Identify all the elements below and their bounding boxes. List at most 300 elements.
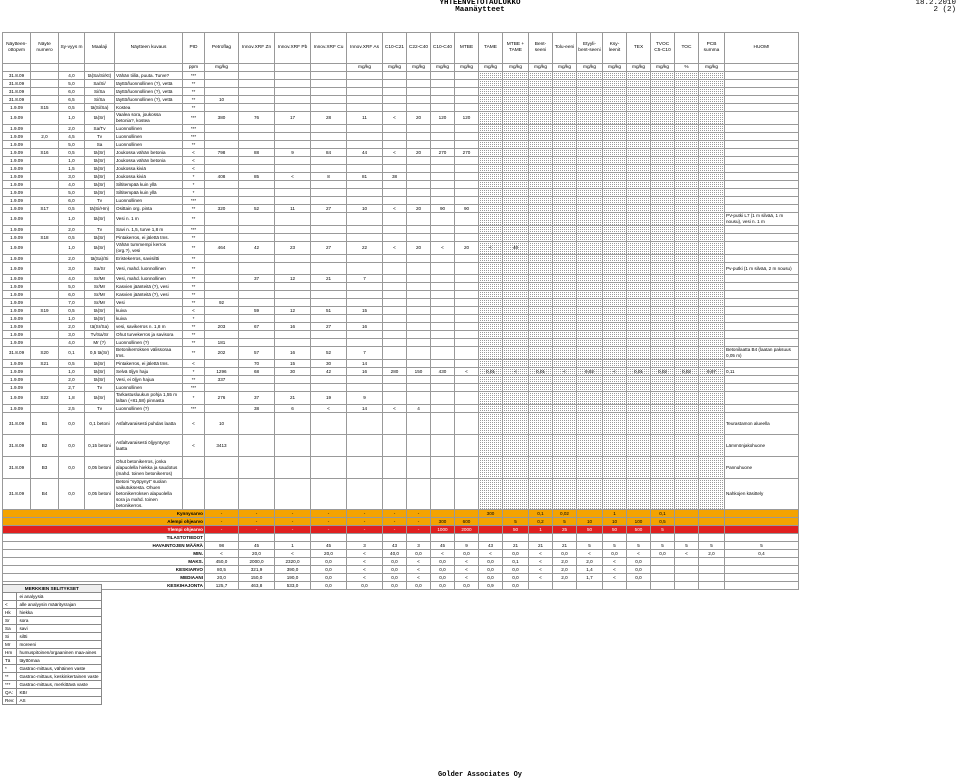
table-cell: [651, 291, 675, 299]
table-cell: ***: [183, 125, 205, 133]
summary-cell: -: [205, 518, 239, 526]
table-cell: [577, 226, 603, 234]
table-cell: 52: [311, 347, 347, 360]
table-cell: [503, 435, 529, 457]
table-cell: [431, 197, 455, 205]
summary-cell: [407, 534, 431, 542]
table-cell: [31, 368, 59, 376]
summary-cell: -: [347, 526, 383, 534]
table-cell: [407, 104, 431, 112]
table-cell: [431, 189, 455, 197]
table-cell: [725, 323, 799, 331]
table-cell: 27: [311, 205, 347, 213]
summary-cell: 5: [503, 518, 529, 526]
table-cell: [725, 331, 799, 339]
table-cell: **: [183, 275, 205, 283]
summary-cell: [725, 574, 799, 582]
table-cell: [503, 307, 529, 315]
table-cell: [675, 479, 699, 510]
table-cell: [553, 347, 577, 360]
legend-symbol: Sr: [3, 617, 17, 625]
summary-cell: <: [407, 558, 431, 566]
legend-item: [3, 625, 102, 633]
summary-cell: 5: [577, 542, 603, 550]
table-cell: [383, 457, 407, 479]
table-cell: [239, 72, 275, 80]
table-cell: 5,0: [59, 283, 85, 291]
summary-cell: 0,0: [431, 574, 455, 582]
table-cell: <: [383, 149, 407, 157]
table-cell: [479, 315, 503, 323]
legend-text: ei analyysiä: [17, 593, 101, 601]
table-cell: 1,0: [59, 213, 85, 226]
table-cell: [205, 457, 239, 479]
legend-text: täyttömaa: [17, 657, 101, 665]
table-cell: [675, 392, 699, 405]
table-cell: [529, 80, 553, 88]
table-cell: [431, 392, 455, 405]
table-cell: [275, 72, 311, 80]
summary-row: [3, 582, 799, 590]
table-cell: [503, 299, 529, 307]
table-cell: [699, 315, 725, 323]
summary-label: Ylempi ohjearvo: [3, 526, 205, 534]
table-cell: <: [183, 149, 205, 157]
table-cell: Kasvien jäänteitä (?), vesi: [115, 291, 183, 299]
table-cell: [455, 384, 479, 392]
table-row: [3, 413, 799, 435]
table-cell: [553, 384, 577, 392]
table-cell: [675, 72, 699, 80]
table-cell: 14: [347, 405, 383, 413]
table-cell: Vähän tiiliä, puuta. Turve?: [115, 72, 183, 80]
table-cell: [651, 189, 675, 197]
table-cell: [407, 291, 431, 299]
column-header: Maalaji: [85, 33, 115, 64]
table-cell: 38: [239, 405, 275, 413]
table-cell: 0,1 betoni: [85, 413, 115, 435]
table-cell: [407, 189, 431, 197]
table-cell: [651, 315, 675, 323]
table-cell: Vesi, ei öljyn hajua: [115, 376, 183, 384]
table-cell: 84: [311, 149, 347, 157]
table-cell: 1.9.09: [3, 291, 31, 299]
table-cell: [699, 291, 725, 299]
table-cell: [603, 331, 627, 339]
table-cell: [31, 213, 59, 226]
unit-header: mg/kg: [455, 64, 479, 72]
table-cell: [627, 479, 651, 510]
table-cell: 1.9.09: [3, 104, 31, 112]
table-cell: <: [479, 242, 503, 255]
table-cell: [725, 189, 799, 197]
table-cell: Luonnollinen: [115, 197, 183, 205]
table-cell: [627, 189, 651, 197]
table-cell: [627, 457, 651, 479]
table-cell: [239, 234, 275, 242]
table-cell: Vesi n. 1 m: [115, 213, 183, 226]
table-cell: 1.9.09: [3, 331, 31, 339]
table-cell: tä(Sr): [85, 376, 115, 384]
table-cell: [651, 72, 675, 80]
table-cell: [205, 360, 239, 368]
table-cell: 1.9.09: [3, 226, 31, 234]
table-cell: [699, 307, 725, 315]
table-cell: [431, 347, 455, 360]
legend-symbol: Hm: [3, 649, 17, 657]
table-cell: [699, 242, 725, 255]
table-cell: [627, 213, 651, 226]
column-header: MTBE: [455, 33, 479, 64]
summary-row: [3, 526, 799, 534]
table-cell: [577, 133, 603, 141]
summary-row: [3, 542, 799, 550]
doc-subtitle: Maanäytteet: [455, 6, 505, 14]
table-cell: 0,01: [627, 368, 651, 376]
table-cell: [553, 181, 577, 189]
summary-cell: 0,02: [553, 510, 577, 518]
summary-cell: 21: [503, 542, 529, 550]
unit-header: [85, 64, 115, 72]
table-cell: [603, 291, 627, 299]
table-cell: [675, 275, 699, 283]
table-cell: [455, 392, 479, 405]
table-cell: [407, 457, 431, 479]
summary-cell: -: [383, 518, 407, 526]
summary-cell: [675, 534, 699, 542]
table-cell: [529, 213, 553, 226]
table-cell: [553, 157, 577, 165]
table-cell: [725, 112, 799, 125]
table-cell: [529, 392, 553, 405]
table-cell: [479, 413, 503, 435]
table-cell: [577, 197, 603, 205]
table-cell: [503, 283, 529, 291]
summary-cell: <: [407, 566, 431, 574]
table-cell: B3: [31, 457, 59, 479]
table-cell: [383, 347, 407, 360]
table-cell: [725, 96, 799, 104]
summary-cell: 0,1: [503, 558, 529, 566]
table-cell: [311, 384, 347, 392]
summary-cell: 600: [455, 518, 479, 526]
table-cell: [431, 315, 455, 323]
table-cell: [529, 133, 553, 141]
summary-cell: 2000: [455, 526, 479, 534]
table-cell: [603, 299, 627, 307]
table-cell: [347, 435, 383, 457]
table-cell: *: [183, 173, 205, 181]
summary-cell: 0,0: [311, 558, 347, 566]
summary-cell: 2,0: [553, 574, 577, 582]
table-cell: 1.9.09: [3, 213, 31, 226]
table-cell: <: [553, 368, 577, 376]
table-cell: **: [183, 141, 205, 149]
table-cell: [577, 323, 603, 331]
table-cell: [407, 173, 431, 181]
table-cell: [383, 88, 407, 96]
table-cell: 120: [431, 112, 455, 125]
table-cell: Tv/Sa/Sr: [85, 331, 115, 339]
table-cell: Pintakerros, ei jälettä tms.: [115, 360, 183, 368]
table-cell: [239, 255, 275, 263]
table-cell: [503, 165, 529, 173]
unit-header: mg/kg: [431, 64, 455, 72]
table-cell: [553, 435, 577, 457]
table-cell: [503, 315, 529, 323]
table-cell: [725, 165, 799, 173]
table-cell: [529, 149, 553, 157]
table-cell: [651, 96, 675, 104]
summary-cell: <: [529, 566, 553, 574]
table-cell: [503, 226, 529, 234]
table-cell: [699, 112, 725, 125]
table-cell: [577, 392, 603, 405]
table-cell: [725, 275, 799, 283]
table-cell: [455, 255, 479, 263]
summary-cell: -: [347, 518, 383, 526]
table-cell: [725, 181, 799, 189]
table-cell: [553, 376, 577, 384]
table-cell: 1.9.09: [3, 263, 31, 275]
table-cell: [529, 376, 553, 384]
table-cell: [311, 141, 347, 149]
table-cell: *: [183, 181, 205, 189]
table-cell: [529, 315, 553, 323]
table-cell: [699, 392, 725, 405]
table-cell: [275, 80, 311, 88]
table-cell: [503, 479, 529, 510]
table-cell: [675, 173, 699, 181]
table-cell: 1.9.09: [3, 165, 31, 173]
table-cell: [529, 360, 553, 368]
table-cell: 57: [239, 347, 275, 360]
summary-cell: <: [347, 558, 383, 566]
table-cell: [725, 307, 799, 315]
table-cell: [31, 189, 59, 197]
table-cell: [651, 392, 675, 405]
table-cell: [627, 181, 651, 189]
table-cell: 4,0: [59, 72, 85, 80]
table-cell: [651, 457, 675, 479]
table-cell: [239, 80, 275, 88]
summary-row: [3, 518, 799, 526]
legend-text: KBr: [17, 689, 101, 697]
unit-header: mg/kg: [603, 64, 627, 72]
table-cell: [383, 307, 407, 315]
table-cell: [577, 189, 603, 197]
table-cell: [205, 263, 239, 275]
table-cell: Tv: [85, 384, 115, 392]
table-cell: [479, 234, 503, 242]
table-cell: [347, 72, 383, 80]
summary-cell: 43: [383, 542, 407, 550]
table-cell: [699, 347, 725, 360]
table-cell: ***: [183, 384, 205, 392]
table-cell: [407, 181, 431, 189]
table-cell: [431, 283, 455, 291]
table-cell: [675, 384, 699, 392]
table-cell: [627, 376, 651, 384]
table-cell: Teurastamon alueella: [725, 413, 799, 435]
table-cell: [455, 413, 479, 435]
table-cell: [407, 315, 431, 323]
table-cell: [347, 283, 383, 291]
table-cell: [347, 96, 383, 104]
table-cell: [503, 347, 529, 360]
summary-cell: 3: [407, 542, 431, 550]
table-cell: [347, 291, 383, 299]
column-header: PID: [183, 33, 205, 64]
table-cell: [347, 133, 383, 141]
table-cell: [407, 339, 431, 347]
summary-cell: [529, 534, 553, 542]
table-cell: [311, 72, 347, 80]
table-cell: 19: [311, 392, 347, 405]
table-row: [3, 205, 799, 213]
table-cell: [347, 104, 383, 112]
table-cell: [31, 291, 59, 299]
legend-item: [3, 633, 102, 641]
table-cell: [275, 104, 311, 112]
summary-cell: [503, 510, 529, 518]
table-cell: 68: [239, 368, 275, 376]
legend-symbol: Rev:: [3, 697, 17, 705]
summary-cell: 50: [577, 526, 603, 534]
table-cell: [239, 226, 275, 234]
table-cell: [455, 189, 479, 197]
table-cell: [311, 96, 347, 104]
table-cell: [553, 173, 577, 181]
column-header: MTBE + TAME: [503, 33, 529, 64]
table-row: [3, 435, 799, 457]
table-cell: [675, 283, 699, 291]
table-cell: [431, 457, 455, 479]
summary-row: [3, 510, 799, 518]
table-cell: [553, 307, 577, 315]
summary-cell: 45: [431, 542, 455, 550]
table-cell: [431, 376, 455, 384]
table-cell: [431, 226, 455, 234]
unit-header: mg/kg: [529, 64, 553, 72]
table-cell: [407, 165, 431, 173]
table-cell: [239, 315, 275, 323]
table-cell: 16: [347, 368, 383, 376]
summary-cell: 0,0: [383, 558, 407, 566]
summary-cell: 100: [627, 518, 651, 526]
table-cell: [675, 299, 699, 307]
table-cell: [503, 96, 529, 104]
table-cell: [627, 323, 651, 331]
table-cell: [603, 323, 627, 331]
summary-cell: <: [455, 558, 479, 566]
table-cell: [239, 413, 275, 435]
table-cell: 464: [205, 242, 239, 255]
table-cell: [347, 213, 383, 226]
summary-cell: 0,0: [503, 550, 529, 558]
table-cell: PV-putki L7 (1 m silvää, 1 m nousu), vesi n. 1 m: [725, 213, 799, 226]
table-cell: täyttö/luonnollinen (?), vettä: [115, 88, 183, 96]
table-cell: [503, 205, 529, 213]
summary-cell: -: [275, 518, 311, 526]
summary-cell: -: [407, 518, 431, 526]
table-cell: 92: [205, 299, 239, 307]
table-cell: [577, 112, 603, 125]
table-row: [3, 72, 799, 80]
summary-cell: -: [407, 510, 431, 518]
table-cell: [275, 197, 311, 205]
summary-cell: [675, 510, 699, 518]
table-cell: [577, 283, 603, 291]
table-cell: [577, 242, 603, 255]
table-cell: [699, 283, 725, 291]
table-cell: [239, 291, 275, 299]
table-cell: Tv: [85, 133, 115, 141]
table-cell: Vesi, mahd. luonnollinen: [115, 263, 183, 275]
table-cell: [407, 360, 431, 368]
table-cell: 9: [275, 149, 311, 157]
table-cell: [383, 384, 407, 392]
table-cell: [577, 213, 603, 226]
table-cell: [577, 435, 603, 457]
summary-cell: <: [275, 550, 311, 558]
table-cell: 120: [455, 112, 479, 125]
table-cell: [275, 157, 311, 165]
table-cell: tä(Sa)/Si: [85, 255, 115, 263]
table-cell: [603, 234, 627, 242]
table-cell: 1.9.09: [3, 173, 31, 181]
table-cell: [675, 205, 699, 213]
table-cell: 21: [275, 392, 311, 405]
table-cell: [529, 242, 553, 255]
table-cell: [627, 384, 651, 392]
summary-cell: <: [407, 574, 431, 582]
table-cell: [503, 255, 529, 263]
summary-label: TILASTOTIEDOT: [3, 534, 205, 542]
table-cell: [311, 479, 347, 510]
table-cell: [675, 181, 699, 189]
table-cell: 0,0: [59, 479, 85, 510]
table-cell: [725, 392, 799, 405]
table-cell: [275, 413, 311, 435]
table-cell: [603, 315, 627, 323]
table-cell: [383, 80, 407, 88]
summary-cell: 98: [205, 542, 239, 550]
table-cell: 0,05 betoni: [85, 479, 115, 510]
table-cell: [503, 173, 529, 181]
table-cell: [529, 181, 553, 189]
summary-cell: 463,8: [239, 582, 275, 590]
table-cell: [311, 157, 347, 165]
table-cell: [651, 323, 675, 331]
table-cell: [479, 80, 503, 88]
table-cell: <: [383, 112, 407, 125]
table-cell: 31.8.09: [3, 413, 31, 435]
table-cell: tä(Sr): [85, 189, 115, 197]
summary-cell: <: [455, 566, 479, 574]
summary-cell: 1: [529, 526, 553, 534]
table-cell: [603, 255, 627, 263]
table-cell: [553, 189, 577, 197]
legend-item: [3, 665, 102, 673]
table-cell: [675, 347, 699, 360]
legend-text: savi: [17, 625, 101, 633]
summary-cell: 0,5: [651, 518, 675, 526]
summary-cell: [725, 534, 799, 542]
table-cell: [31, 157, 59, 165]
table-cell: **: [183, 213, 205, 226]
table-cell: [627, 141, 651, 149]
